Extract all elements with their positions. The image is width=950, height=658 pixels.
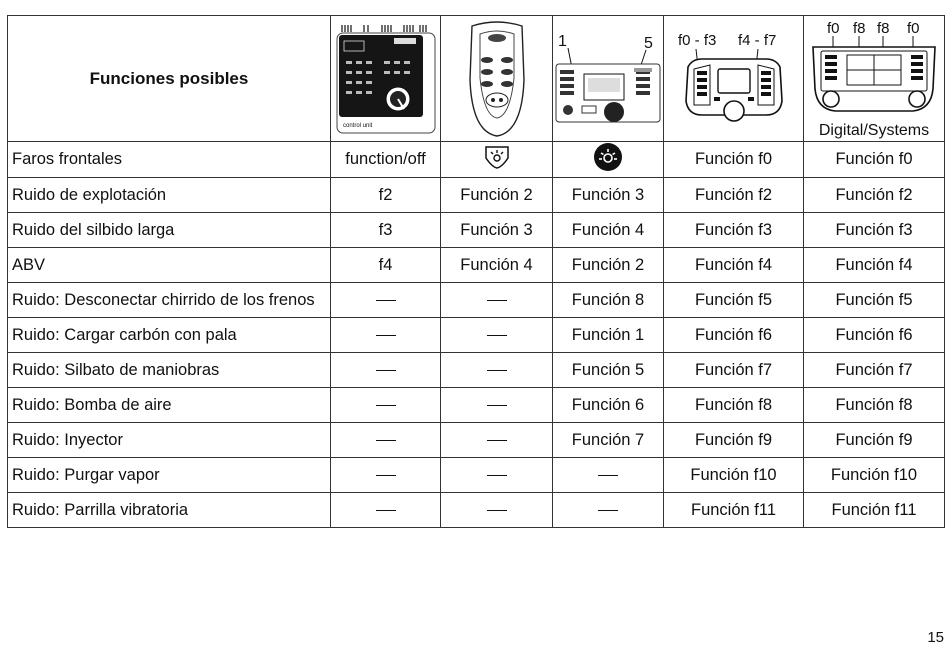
not-available-cell: [331, 458, 441, 493]
function-value-cell: Función 3: [553, 178, 664, 213]
not-available-cell: [331, 318, 441, 353]
function-value-cell: f4: [331, 248, 441, 283]
function-name-cell: Ruido de explotación: [8, 178, 331, 213]
table-row: [8, 283, 945, 318]
svg-text:control unit: control unit: [342, 122, 372, 129]
function-name-cell: Ruido: Parrilla vibratoria: [8, 493, 331, 528]
function-value-cell: Función f5: [664, 283, 804, 318]
not-available-cell: [331, 388, 441, 423]
not-available-cell: [553, 458, 664, 493]
function-value-cell: f3: [331, 213, 441, 248]
function-value-cell: Función f3: [664, 213, 804, 248]
svg-text:f8: f8: [853, 19, 866, 37]
dash: [598, 510, 618, 511]
function-value-cell: f2: [331, 178, 441, 213]
light-function-cell: [553, 142, 664, 178]
not-available-cell: [331, 493, 441, 528]
function-value-cell: Función 7: [553, 423, 664, 458]
dash: [487, 370, 507, 371]
function-name-cell: Ruido: Inyector: [8, 423, 331, 458]
svg-text:f8: f8: [877, 19, 890, 37]
function-value-cell: Función 2: [553, 248, 664, 283]
function-value-cell: Función f11: [664, 493, 804, 528]
svg-text:f4 - f7: f4 - f7: [737, 31, 776, 49]
dash: [487, 510, 507, 511]
function-value-cell: Función f7: [664, 353, 804, 388]
function-value-cell: Función f0: [804, 142, 945, 178]
light-icon: [482, 144, 512, 175]
mobile-station-remote-icon: [441, 16, 553, 142]
central-station-icon: [553, 16, 664, 142]
dash: [487, 335, 507, 336]
not-available-cell: [441, 283, 553, 318]
not-available-cell: [441, 388, 553, 423]
not-available-cell: [553, 493, 664, 528]
function-value-cell: Función f6: [804, 318, 945, 353]
function-name-cell: Ruido: Cargar carbón con pala: [8, 318, 331, 353]
function-value-cell: Función f4: [664, 248, 804, 283]
function-value-cell: Función f2: [664, 178, 804, 213]
function-value-cell: Función f3: [804, 213, 945, 248]
not-available-cell: [441, 458, 553, 493]
function-value-cell: Función f7: [804, 353, 945, 388]
function-value-cell: Función 2: [441, 178, 553, 213]
function-value-cell: Función f9: [664, 423, 804, 458]
dash: [487, 440, 507, 441]
function-value-cell: Función 4: [553, 213, 664, 248]
mobile-station-icon: [664, 16, 804, 142]
dash: [376, 475, 396, 476]
table-row: [8, 178, 945, 213]
function-value-cell: Función 3: [441, 213, 553, 248]
svg-text:1: 1: [558, 33, 567, 50]
not-available-cell: [441, 423, 553, 458]
function-value-cell: Función 6: [553, 388, 664, 423]
not-available-cell: [441, 493, 553, 528]
function-value-cell: Función 5: [553, 353, 664, 388]
function-value-cell: Función f2: [804, 178, 945, 213]
table-title: Funciones posibles: [8, 16, 331, 142]
control-unit-icon: [331, 16, 441, 142]
not-available-cell: [331, 283, 441, 318]
dash: [376, 335, 396, 336]
table-row: [8, 213, 945, 248]
function-value-cell: Función f9: [804, 423, 945, 458]
table-row: [8, 423, 945, 458]
dash: [598, 475, 618, 476]
function-value-cell: Función f11: [804, 493, 945, 528]
not-available-cell: [331, 423, 441, 458]
dash: [487, 475, 507, 476]
svg-text:5: 5: [644, 34, 653, 52]
dash: [376, 370, 396, 371]
not-available-cell: [441, 318, 553, 353]
function-name-cell: Ruido: Silbato de maniobras: [8, 353, 331, 388]
light-filled-icon: [593, 142, 623, 177]
function-name-cell: Faros frontales: [8, 142, 331, 178]
table-row: [8, 388, 945, 423]
table-row: [8, 353, 945, 388]
function-value-cell: Función 8: [553, 283, 664, 318]
function-value-cell: Función f6: [664, 318, 804, 353]
function-value-cell: Función 1: [553, 318, 664, 353]
table-row: [8, 318, 945, 353]
function-value-cell: Función f0: [664, 142, 804, 178]
dash: [376, 510, 396, 511]
table-row: [8, 248, 945, 283]
dash: [487, 300, 507, 301]
table-row: [8, 142, 945, 178]
table-header-row: [8, 16, 945, 142]
digital-systems-icon: [804, 16, 945, 142]
svg-text:f0: f0: [907, 19, 920, 37]
digital-systems-caption: Digital/Systems: [818, 122, 930, 139]
function-name-cell: Ruido del silbido larga: [8, 213, 331, 248]
not-available-cell: [441, 353, 553, 388]
function-name-cell: ABV: [8, 248, 331, 283]
dash: [376, 405, 396, 406]
function-value-cell: Función f10: [664, 458, 804, 493]
table-row: [8, 458, 945, 493]
function-value-cell: Función f8: [664, 388, 804, 423]
svg-text:f0: f0: [827, 19, 840, 37]
function-value-cell: Función f5: [804, 283, 945, 318]
dash: [376, 440, 396, 441]
function-name-cell: Ruido: Desconectar chirrido de los frenos: [8, 283, 331, 318]
table-row: [8, 493, 945, 528]
function-value-cell: Función f10: [804, 458, 945, 493]
function-name-cell: Ruido: Bomba de aire: [8, 388, 331, 423]
function-value-cell: Función f8: [804, 388, 945, 423]
dash: [487, 405, 507, 406]
function-name-cell: Ruido: Purgar vapor: [8, 458, 331, 493]
not-available-cell: [331, 353, 441, 388]
function-value-cell: Función f4: [804, 248, 945, 283]
function-value-cell: Función 4: [441, 248, 553, 283]
table-body: [8, 142, 945, 528]
svg-text:f0 - f3: f0 - f3: [677, 31, 716, 49]
dash: [376, 300, 396, 301]
light-function-cell: [441, 142, 553, 178]
functions-table: [7, 15, 945, 528]
function-value-cell: function/off: [331, 142, 441, 178]
page-number: 15: [927, 629, 944, 646]
